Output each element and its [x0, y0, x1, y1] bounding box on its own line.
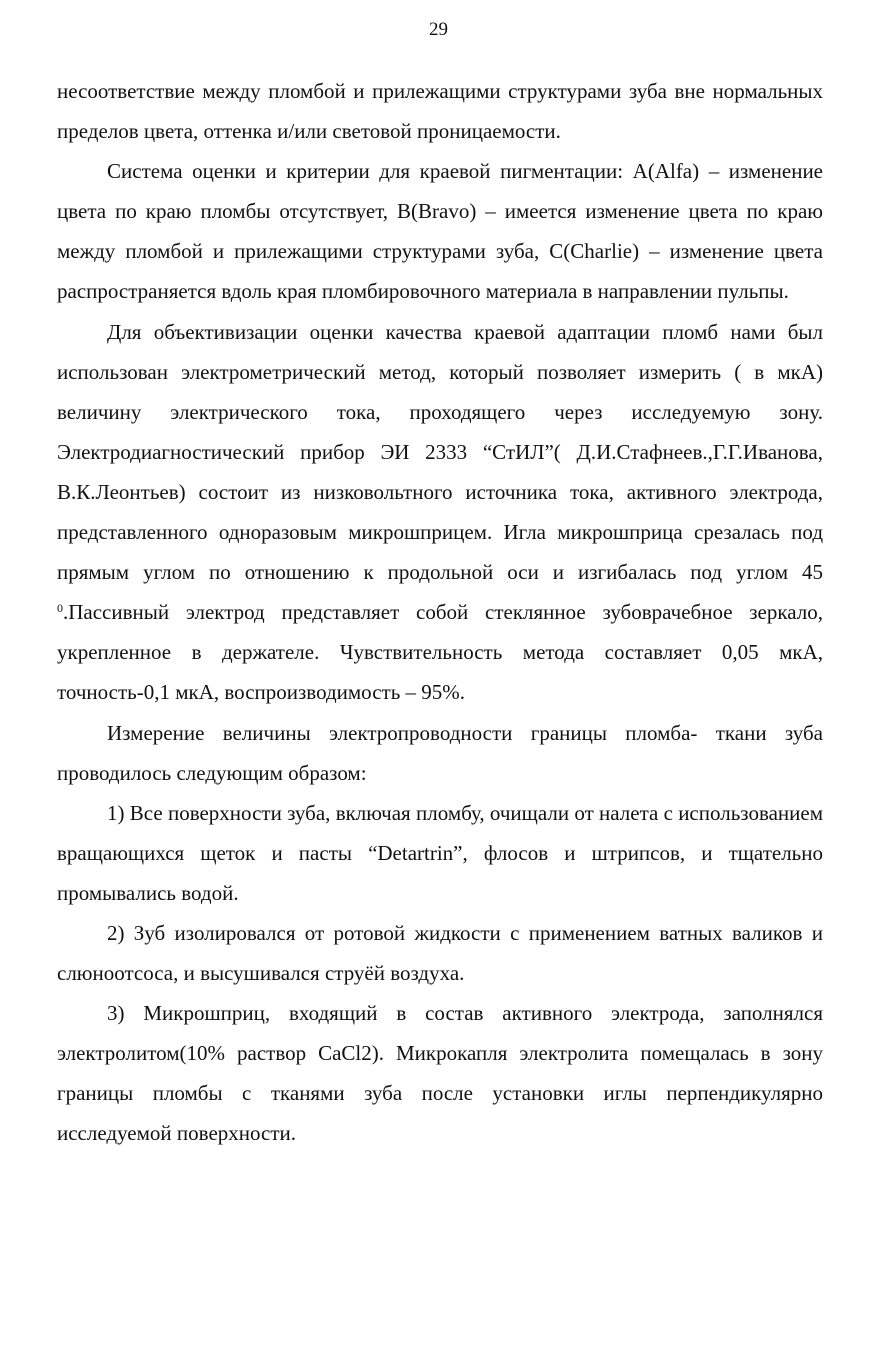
degree-superscript: 0 [57, 601, 63, 616]
paragraph-electrometric-method [57, 312, 823, 713]
paragraph-continuation: несоответствие между пломбой и прилежащими структурами зуба вне нормальных пределов цвета, оттенка и/или световой проницаемости. [57, 79, 823, 144]
document-body [57, 71, 823, 1154]
page-number: 29 [429, 19, 448, 40]
list-item-step-1: 1) Все поверхности зуба, включая пломбу, очищали от налета с использованием вращающихся щеток и пасты “Detartrin”, флосов и штрипсов, и тщательно промывались водой. [57, 800, 823, 905]
list-item-step-2: 2) Зуб изолировался от ротовой жидкости с применением ватных валиков и слюноотсоса, и высушивался струёй воздуха. [57, 920, 823, 986]
paragraph-pigmentation-criteria: Система оценки и критерии для краевой пигментации: A(Alfa) – изменение цвета по краю пломбы отсутствует, B(Bravo) – имеется изменение цвета по краю между пломбой и прилежащими структурами зуба, C(Charlie) – изменение цвета распространяется вдоль края пломбировочного материала в направлении пульпы. [57, 159, 823, 304]
list-item-step-3: 3) Микрошприц, входящий в состав активного электрода, заполнялся электролитом(10% раствор CaCl2). Микрокапля электролита помещалась в зону границы пломбы с тканями зуба после установки иглы перпендикулярно исследуемой поверхности. [57, 1001, 823, 1146]
method-text-part-2: .Пассивный электрод представляет собой стеклянное зубоврачебное зеркало, укрепленное в держателе. Чувствительность метода составляет 0,05 мкА, точность-0,1 мкА, воспроизводимость – 95%. [57, 600, 823, 705]
paragraph-measurement-intro: Измерение величины электропроводности границы пломба- ткани зуба проводилось следующим образом: [57, 720, 823, 785]
method-text-part-1: Для объективизации оценки качества краевой адаптации пломб нами был использован электрометрический метод, который позволяет измерить ( в мкА) величину электрического тока, проходящего через исследуемую зону. Электродиагностический прибор ЭИ 2333 “СтИЛ”( Д.И.Стафнеев.,Г.Г.Иванова, В.К.Леонтьев) состоит из низковольтного источника тока, активного электрода, представленного одноразовым микрошприцем. Игла микрошприца срезалась под прямым углом по отношению к продольной оси и изгибалась под углом 45 [57, 319, 823, 585]
